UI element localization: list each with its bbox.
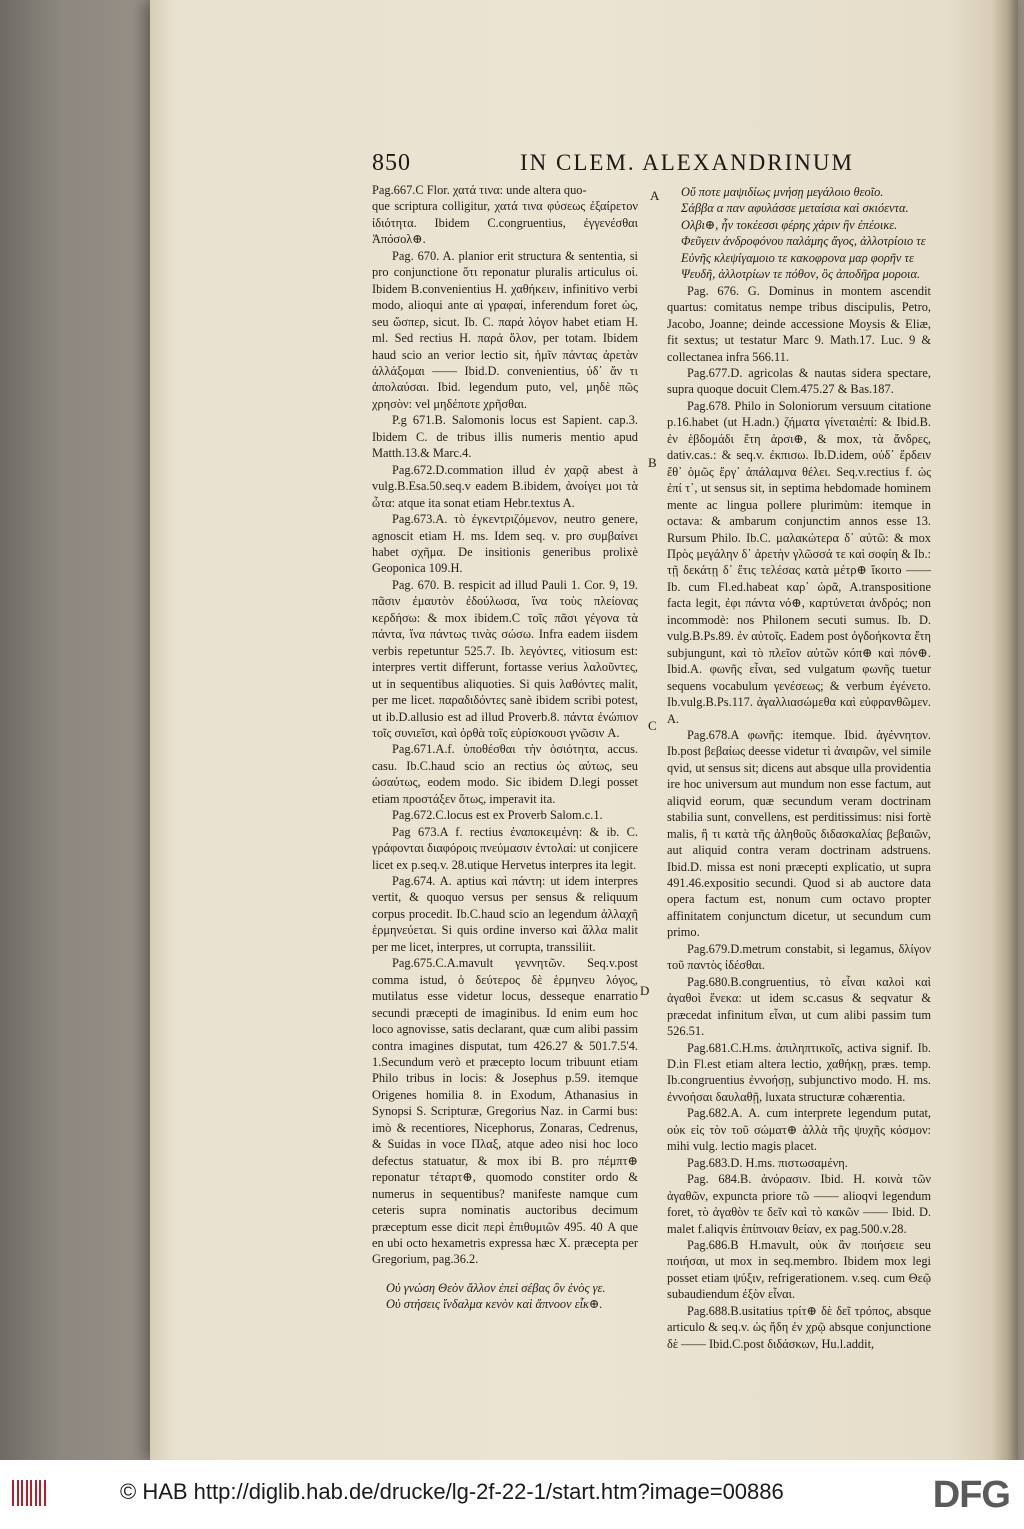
margin-letter-b: B	[648, 455, 657, 470]
left-paragraph: Pag.667.C Flor. χατά τινα: unde altera quo-	[372, 183, 587, 197]
folio-number: 850	[372, 150, 411, 176]
right-verse-block	[667, 184, 931, 283]
right-paragraph: Pag.688.B.usitatius τρίτ⊕ δὲ δεῖ τρόπος, absque articulo & seq.v. ὡς ἤδη ἐν χρῷ absque conjunctione δὲ —— Ibid.C.post διδάσκων, Hu.l.addit,	[667, 1303, 931, 1351]
right-paragraph: Pag.683.D. H.ms. πιστωσαμένη.	[687, 1155, 848, 1170]
left-paragraph: Pag.672.D.commation illud ἐν χαρᾷ abest à vulg.B.Esa.50.seq.v eadem B.ibidem, ἀνοίγει μοι τὰ ὦτα: atque ita sonat etiam Hebr.textus A.	[372, 462, 638, 510]
left-paragraph: Pag.673.A. τὸ ἐγκεντριζόμενον, neutro genere, agnoscit etiam H. ms. Idem seq. v. pro συμβαίνει habet σχῆμα. De insitionis generibus prolixè Geoponica 109.H.	[372, 512, 638, 576]
left-paragraph: Pag.674. A. aptius καὶ πάντη: ut idem interpres vertit, & quoquo versus per sensus & reliquum corpus procedit. Ib.C.haud scio an legendum ἀλλαχῆ ἑρμηνεύεται. Si quis ordine inverso καὶ ἄλλα malit per me licet, interpres, ut corrupta, transsiliit.	[372, 874, 638, 954]
right-paragraph: Pag.677.D. agricolas & nautas sidera spectare, supra quoque docuit Clem.475.27 & Bas.187.	[667, 365, 931, 397]
right-paragraph: Pag.681.C.H.ms. ἀπιληπτικοῖς, activa signif. Ib. D.in Fl.est etiam altera lectio, χαθήκῃ, præs. temp. Ib.congruentius ἐννοήσῃ, subjunctivo modo. H. ms. ἐννοήσαι δαυλαθῇ, luxata structuræ cohærentia.	[667, 1040, 931, 1104]
left-paragraph: Pag. 670. A. planior erit structura & sententia, si pro conjunctione ὅτι reponatur pluralis articulus οἱ. Ibidem B.convenientius H. χαθήκειν, infinitivo verbi modo, alioqui ante αἱ γραφαί, inferendum foret ὡς, seu ὥσπερ, sicut. Ib. C. παρά λόγον habet etiam H. ml. Sed rectius H. παρά ὅλον, per totam. Ibidem haud scio an verior lectio sit, ἡμῖν πάντας ἀρετὰν ἀλλάξομαι —— Ibid.D. convenientius, ὑδ᾽ ἄν τι ἀπολαύσαι. Ibid. legendum puto, vel, μηδὲ πῶς χρησὸν: vel μηδέποτε χρῆσθαι.	[372, 248, 638, 411]
viewer-footer	[0, 1460, 1024, 1529]
left-column	[372, 182, 638, 1313]
left-verse-block	[372, 1280, 638, 1313]
verse-line: Οὔ ποτε μαψιδίως μνήσῃ μεγάλοιο θεοῖο.	[681, 185, 884, 199]
copyright-link[interactable]: © HAB http://diglib.hab.de/drucke/lg-2f-22-1/start.htm?image=00886	[120, 1479, 784, 1504]
running-head: IN CLEM. ALEXANDRINUM	[520, 150, 854, 175]
verse-line: Οὐ στήσεις ἴνδαλμα κενὸν καὶ ἄπνοον εἶκ⊕.	[386, 1297, 603, 1312]
right-paragraph: Pag.686.B H.mavult, οὐκ ἂν ποιήσειε seu ποιήσαι, ut mox in seq.membro. Ibidem mox legi posset etiam ψύξιν, refrigerationem. v.seq. cum Θεῷ subaudiendum ἐξὸν εἶναι.	[667, 1238, 931, 1302]
left-paragraph: que scriptura colligitur, χατά τινα φύσεως ἐξαίρετον ἰδιότητα. Ibidem C.congruentius, ἐγγενέσθαι Ἀπόσολ⊕.	[372, 199, 638, 247]
verse-line: Εὐνῆς κλεψίγαμοιο τε κακοφρονα μαρ φορῆν τε	[681, 250, 914, 265]
verse-line: Ολβι⊕, ἦν τοκέεσσι φέρης χάριν ἣν ἐπέοικε.	[681, 217, 898, 232]
verse-line: Σάββα α παν αφυλάσσε μεταίσια καὶ σκιόεντα.	[681, 201, 909, 216]
verse-line: Οὐ γνώση Θεὸν ἄλλον ἐπεὶ σέβας ὂν ἑνὸς γε.	[386, 1280, 606, 1295]
margin-letter-a: A	[650, 188, 660, 203]
page-header	[372, 150, 932, 184]
left-paragraph: Pag.675.C.A.mavult γεννητῶν. Seq.v.post comma istud, ὁ δεύτερος δὲ ἑρμηνευ λόγος, mutilatus esse videtur locus, desseque enarratio secundi præcepti de imaginibus. Id enim eum hoc loco agnovisse, satis declarant, quæ cum alibi passim contra imagines disputat, tum 426.27 & 501.7.5'4. 1.Secundum verò et præcepto locum tribuunt etiam Philo tribus in locis: & Josephus p.59. itemque Origenes homilia 8. in Exodum, Athanasius in Synopsi S. Scripturæ, Gregorius Naz. in Carmi bus: imò & recentiores, Nicephorus, Zonaras, Cedrenus, & Suidas in voce Πλαξ, atque adeo nisi hoc loco defectus statuatur, & mox ibi B. pro πέμπτ⊕ reponatur τέταρτ⊕, quomodo constiter ordo & numerus in sequentibus? manifeste namque cum ceteris supra nominatis auctoribus decimum præceptum esse dicit περὶ ἐπιθυμιῶν 495. 40 A que en ubi octo hexametris expressa hæc X. præcepta per Gregorium, pag.36.2.	[372, 956, 638, 1267]
left-paragraph: Pag 673.A f. rectius ἐναποκειμένη: & ib. C. γράφονται διαφόροις πνεύμασιν ἐντολαί: ut conjicere licet ex p.seq.v. 28.utique Hervetus interpres ita legit.	[372, 824, 638, 872]
right-paragraph: Pag.680.B.congruentius, τὸ εἶναι καλοὶ καὶ ἀγαθοὶ ἕνεκα: ut idem sc.casus & seqvatur & præcedat infinitum εἶναι, ut cum alibi passim tum 526.51.	[667, 974, 931, 1039]
left-paragraph: Pag.672.C.locus est ex Proverb Salom.c.1.	[392, 808, 603, 823]
right-paragraph: Pag. 684.B. ἀνόρασιν. Ibid. H. κοινὰ τῶν ἀγαθῶν, expuncta priore τῶ —— alioqvi legendum foret, τὸ ἀγαθὸν τε δεῖν καὶ τὸ κακῶν —— Ibid. D. malet f.aliqvis ἐπίπνοιαν θείαν, ex pag.500.v.28.	[667, 1172, 931, 1236]
left-paragraph: Pag. 670. B. respicit ad illud Pauli 1. Cor. 9, 19. πᾶσιν ἐμαυτὸν ἐδούλωσα, ἵνα τοὺς πλείονας κερδήσω: & mox ibidem.C τοῖς πᾶσι γέγονα τὰ πάντα, ἵνα πάντως τινὰς σώσω. Infra eadem iisdem verbis repetuntur 525.7. Ib. λεγόντες, vitiosum est: interpres vertit differunt, fortasse verius λαλοῦντες, ut in sequentibus aliquoties. Si quis λαθόντες malit, per me licet. παραδιδόντες sanè ibidem scribi potest, ut ib.D.allusio est ad illud Proverb.8. πάντα ἐνώπιον τοῖς συνιεῖσι, καὶ ὀρθὰ τοῖς εὑρίσκουσι γνῶσιν A.	[372, 577, 638, 740]
dfg-logo: DFG	[932, 1474, 1010, 1516]
right-paragraph: Pag.682.A. A. cum interprete legendum putat, οὐκ εἰς τὸν τοῦ σώματ⊕ ἀλλὰ τῆς ψυχῆς κόσμον: mihi vulg. lectio magis placet.	[667, 1106, 931, 1154]
library-barcode-icon	[12, 1480, 46, 1506]
left-paragraph: Pag.671.A.f. ὑποθέσθαι τὴν ὁσιότητα, accus. casu. Ib.C.haud scio an rectius ὡς αὐτως, seu ὡσαύτως, eodem modo. Sic ibidem D.legi posset etiam προστάξεν ὅτως, imperavit ita.	[372, 742, 638, 806]
verse-line: Ψευδῆ, ἀλλοτρίων τε πόθον, ὃς ἀποδῆρα μοροια.	[681, 267, 921, 282]
page-edge-shadow	[992, 0, 1018, 1460]
right-column	[667, 182, 931, 1352]
margin-letter-d: D	[640, 983, 650, 998]
right-paragraph: Pag. 676. G. Dominus in montem ascendit quartus: comitatus nempe tribus discipulis, Petro, Jacobo, Joanne; deinde accessione Moysis & Eliæ, fit sextus; ut testatur Marc 9. Math.17. Luc. 9 & collectanea infra 566.11.	[667, 283, 931, 364]
right-paragraph: Pag.678.A φωνῆς: itemque. Ibid. ἀγέννητον. Ib.post βεβαίως deesse videtur τὶ ἀναιρῶν, vel simile qvid, ut sensus sit; dicens aut absque ulla providentia ire hoc universum aut mundum non esse factum, aut aliqvid eorum, quæ secundum veram doctrinam stabilia sunt, convellens, est perditissimus: nisi fortè malis, ἢ τι κατὰ τῆς ἀληθοῦς διδασκαλίας βεβαιῶν, aut aliquid contra veram doctrinam adstruens. Ibid.D. missa est noni præcepti explicatio, ut supra 491.46.expositio secundi. Quod si ab auctore data opera factum est, nonum cum octavo propter affinitatem conjunctum dicetur, ut secundum cum primo.	[667, 727, 931, 940]
right-paragraph: Pag.679.D.metrum constabit, si legamus, δλίγον τοῦ παντὸς ἰδέσθαι.	[667, 941, 931, 973]
margin-letter-c: C	[648, 718, 657, 733]
right-paragraph: Pag.678. Philo in Soloniorum versuum citatione p.16.habet (ut H.adn.) ζήματα γίνεταιἐπί: & Ibid.B. ἐν ἑβδομάδι ἔτη ἀρσι⊕, & mox, τὰ ἄνδρες, dativ.cas.: & seq.v. ἐκπισω. Ib.D.idem, οὐδ᾽ ἔρδειν ἔθ᾽ ὁμῶς ἔργ᾽ ἀπάλαμνα θέλει. Seq.v.rectius f. ὡς ἐπί τ᾽, ut sensus sit, in septima hebdomade hominem mente ac lingua pollere plurimùm: itemque in octava: & ambarum conjunctim annos esse 13. Rursum Philo. Ib.C. μαλακώτερα δ᾽ αὐτῶ: & mox Πρὸς μεγάλην δ᾽ ἀρετὴν γλῶσσά τε καὶ σοφίη & Ib.: τῇ δεκάτῃ δ᾽ ἔτις τελέσας κατὰ μέτρ⊕ ἵκοιτο —— Ib. cum Fl.ed.habeat καρ᾽ ὡρᾶ, A.transpositione facta legit, ἐφι πάντα νό⊕, καρτύνεται ἀνδρός; non incommodè: nos Philonem secuti sumus. Ib. D. vulg.B.Ps.89. ἐν αὐτοῖς. Eadem post ὀγδοήκοντα ἔτη subjungunt, καὶ τὸ πλεῖον αὐτῶν κόπ⊕ καὶ πόν⊕. Ibid.A. φωνῆς εἶναι, sed vulgatum φωνῆς tuetur sequens vocabulum γενέσεως; & verbum ἐγένετο. Ib.vulg.B.Ps.117. ἀγαλλιασώμεθα καὶ εὐφρανθῶμεν. A.	[667, 398, 931, 726]
left-paragraph: P.g 671.B. Salomonis locus est Sapient. cap.3. Ibidem C. de tribus illis numeris mentio apud Matth.13.& Marc.4.	[372, 413, 638, 461]
verse-line: Φεῦγειν ἀνδροφόνου παλάμης ἄγος, ἀλλοτρίοιο τε	[681, 234, 926, 249]
